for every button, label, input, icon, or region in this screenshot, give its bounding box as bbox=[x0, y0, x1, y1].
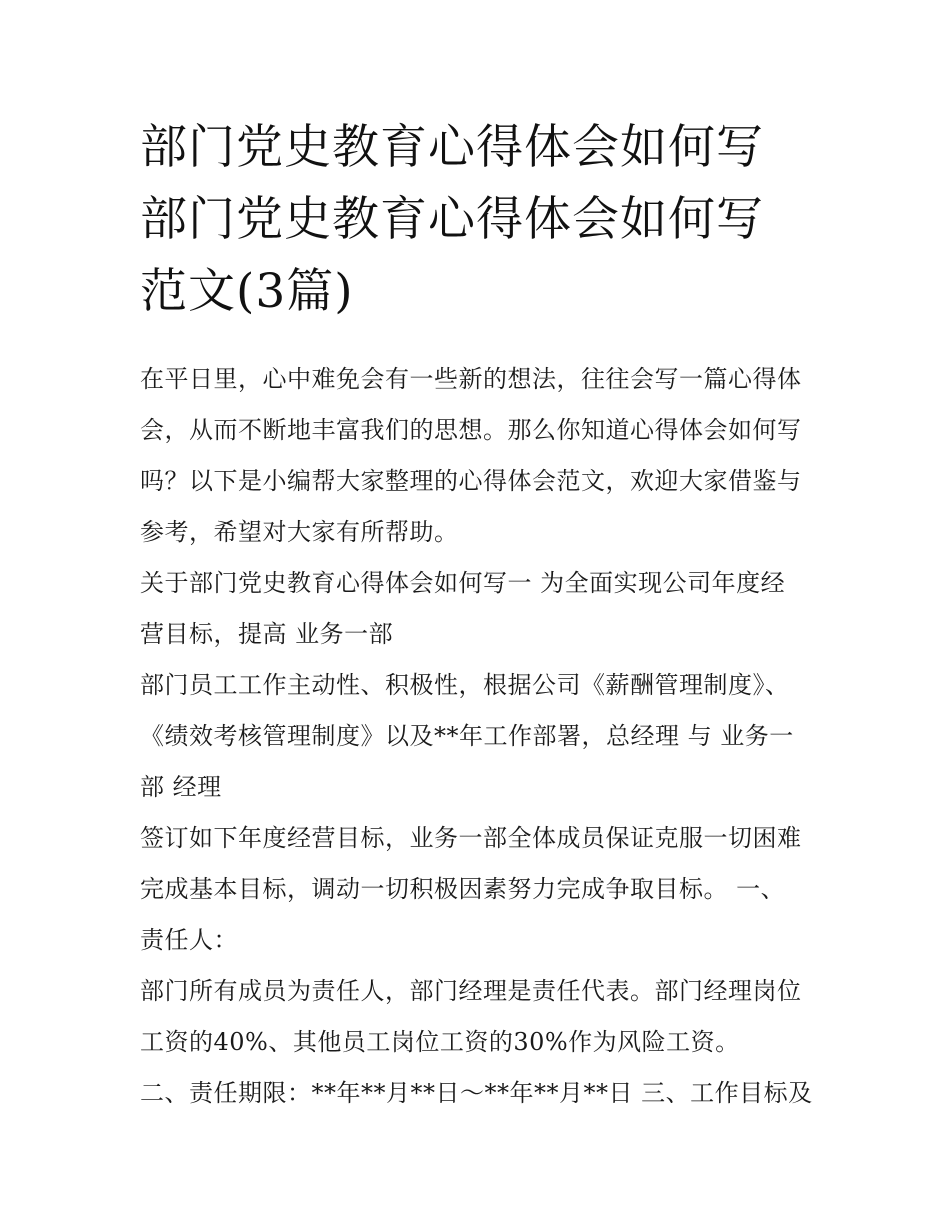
body-line: 吗？以下是小编帮大家整理的心得体会范文，欢迎大家借鉴与 bbox=[140, 467, 802, 495]
title-line: 部门党史教育心得体会如何写 bbox=[140, 192, 764, 247]
title-line: 范文(3篇) bbox=[140, 264, 354, 319]
document-title bbox=[140, 112, 820, 328]
body-line: 会，从而不断地丰富我们的思想。那么你知道心得体会如何写 bbox=[140, 416, 802, 444]
body-line: 在平日里，心中难免会有一些新的想法，往往会写一篇心得体 bbox=[140, 365, 802, 393]
body-line: 部门员工工作主动性、积极性，根据公司《薪酬管理制度》、 bbox=[140, 671, 790, 699]
body-line: 营目标，提高 业务一部 bbox=[140, 620, 394, 648]
document-body bbox=[140, 354, 820, 1119]
title-line: 部门党史教育心得体会如何写 bbox=[140, 120, 764, 175]
body-line: 责任人： bbox=[140, 926, 238, 954]
body-line: 完成基本目标，调动一切积极因素努力完成争取目标。 一、 bbox=[140, 875, 786, 903]
body-line: 部门所有成员为责任人，部门经理是责任代表。部门经理岗位 bbox=[140, 977, 802, 1005]
body-line: 二、责任期限：**年**月**日～**年**月**日 三、工作目标及 bbox=[140, 1079, 813, 1107]
body-line: 签订如下年度经营目标，业务一部全体成员保证克服一切困难 bbox=[140, 824, 802, 852]
body-line: 参考，希望对大家有所帮助。 bbox=[140, 518, 459, 546]
body-line: 部 经理 bbox=[140, 773, 222, 801]
body-line: 工资的40%、其他员工岗位工资的30%作为风险工资。 bbox=[140, 1028, 740, 1056]
body-line: 《绩效考核管理制度》以及**年工作部署，总经理 与 业务一 bbox=[140, 722, 794, 750]
body-line: 关于部门党史教育心得体会如何写一 为全面实现公司年度经 bbox=[140, 569, 786, 597]
